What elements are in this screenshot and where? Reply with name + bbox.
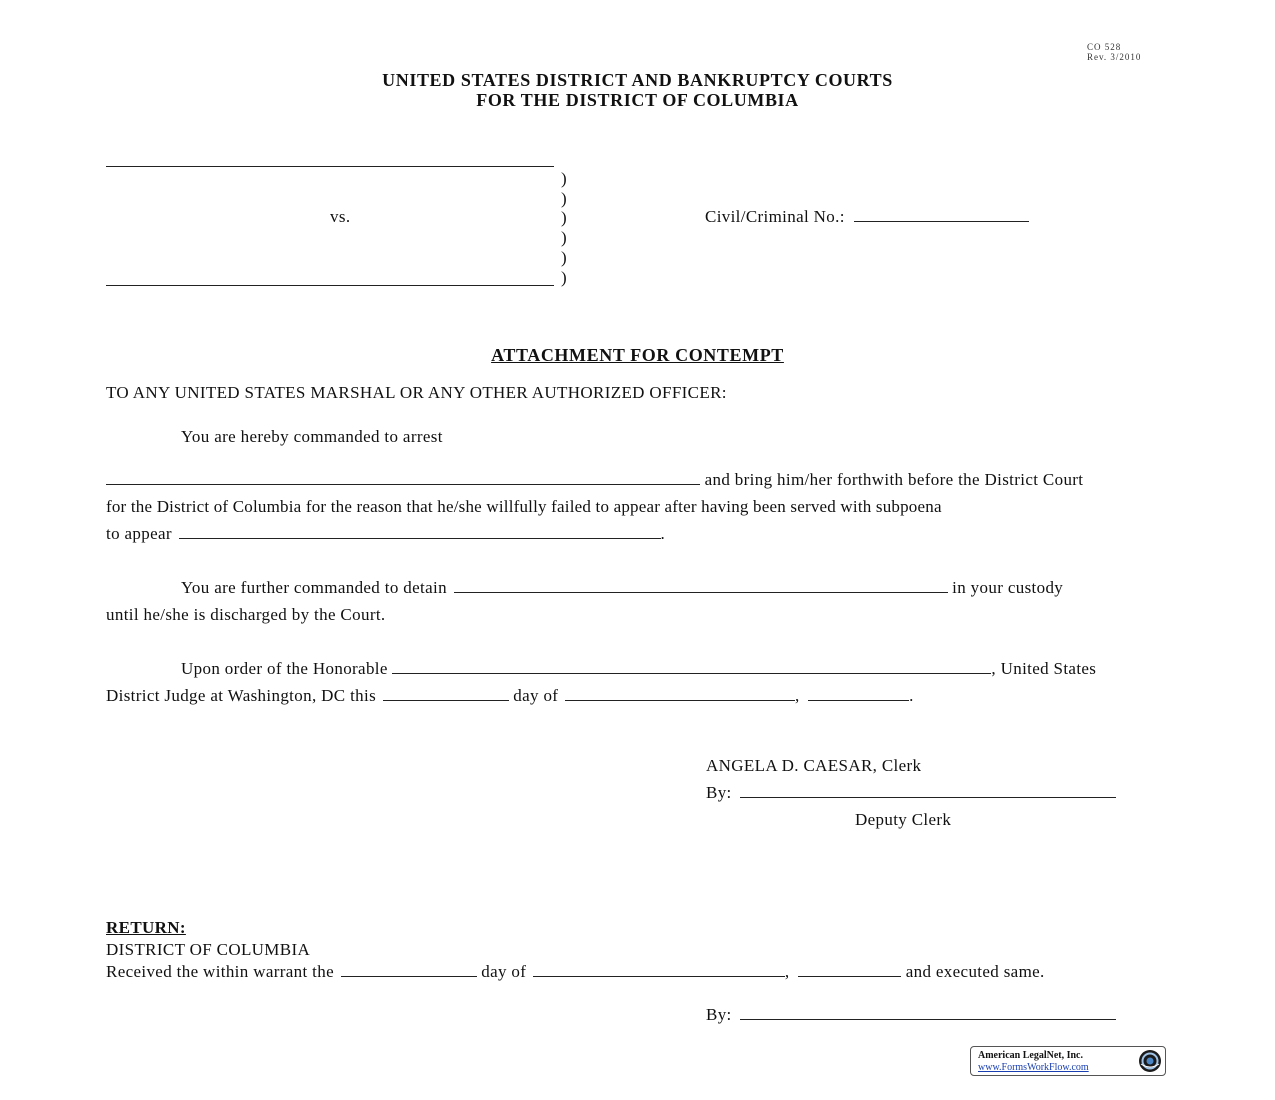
form-number: CO 528 (1087, 42, 1122, 52)
honorable-line (181, 659, 1096, 679)
deputy-signature-blank[interactable] (740, 783, 1116, 798)
united-states-label: , United States (991, 659, 1097, 678)
arrestee-name-blank[interactable] (106, 470, 700, 485)
return-comma: , (784, 962, 790, 981)
return-by-label: By: (706, 1005, 732, 1024)
versus-label: vs. (330, 207, 351, 226)
document-title: ATTACHMENT FOR CONTEMPT (491, 345, 784, 365)
logo-company-name: American LegalNet, Inc. (978, 1050, 1083, 1061)
legalnet-logo[interactable] (970, 1046, 1166, 1076)
date-line (106, 686, 914, 706)
by-label: By: (706, 783, 732, 802)
caption-paren: ) (561, 169, 567, 188)
detain-line (181, 578, 1063, 598)
honorable-label: Upon order of the Honorable (181, 659, 388, 678)
received-label: Received the within warrant the (106, 962, 334, 981)
judge-location-label: District Judge at Washington, DC this (106, 686, 377, 705)
case-number-row (705, 207, 1029, 227)
caption-paren: ) (561, 189, 567, 208)
month-blank[interactable] (565, 686, 795, 701)
clerk-signature-line (706, 783, 1116, 803)
return-received-line (106, 962, 1045, 982)
custody-label: in your custody (952, 578, 1064, 597)
return-signature-line (706, 1005, 1116, 1025)
form-code (1087, 42, 1141, 62)
return-day-of-label: day of (481, 962, 527, 981)
arrest-reason: for the District of Columbia for the reason that he/she willfully failed to appear after having been served with subpoena (106, 497, 942, 516)
discharge-line: until he/she is discharged by the Court. (106, 605, 386, 624)
return-signature-blank[interactable] (740, 1005, 1116, 1020)
return-heading: RETURN: (106, 918, 186, 937)
year-blank[interactable] (808, 686, 909, 701)
appear-blank[interactable] (179, 524, 661, 539)
day-of-label: day of (513, 686, 559, 705)
bring-before-court: and bring him/her forthwith before the District Court (704, 470, 1084, 489)
arrest-command: You are hereby commanded to arrest (181, 427, 443, 446)
date-period: . (909, 686, 914, 705)
return-year-blank[interactable] (798, 962, 901, 977)
return-day-blank[interactable] (341, 962, 477, 977)
court-name-line-2: FOR THE DISTRICT OF COLUMBIA (476, 90, 799, 110)
appear-label: to appear (106, 524, 172, 543)
appear-period: . (660, 524, 666, 543)
judge-name-blank[interactable] (392, 659, 991, 674)
arrest-line-2 (106, 470, 1083, 490)
court-name-line-1: UNITED STATES DISTRICT AND BANKRUPTCY COURTS (382, 70, 893, 90)
executed-label: and executed same. (905, 962, 1045, 981)
case-number-label: Civil/Criminal No.: (705, 207, 845, 226)
caption-paren: ) (561, 228, 567, 247)
detain-name-blank[interactable] (454, 578, 948, 593)
clerk-name: ANGELA D. CAESAR, Clerk (706, 756, 922, 775)
deputy-clerk-label: Deputy Clerk (855, 810, 952, 829)
return-district: DISTRICT OF COLUMBIA (106, 940, 311, 959)
return-month-blank[interactable] (533, 962, 785, 977)
caption-paren: ) (561, 268, 567, 287)
defendant-blank[interactable] (106, 285, 554, 286)
case-number-blank[interactable] (854, 207, 1029, 222)
addressee: TO ANY UNITED STATES MARSHAL OR ANY OTHER AUTHORIZED OFFICER: (106, 383, 727, 402)
appear-line (106, 524, 665, 544)
day-blank[interactable] (383, 686, 509, 701)
caption-paren: ) (561, 208, 567, 227)
date-comma: , (794, 686, 800, 705)
logo-url-link[interactable]: www.FormsWorkFlow.com (978, 1062, 1089, 1073)
globe-seal-icon (1138, 1049, 1162, 1073)
detain-label: You are further commanded to detain (181, 578, 447, 597)
plaintiff-blank[interactable] (106, 166, 554, 167)
caption-paren: ) (561, 248, 567, 267)
form-revision: Rev. 3/2010 (1087, 52, 1142, 62)
